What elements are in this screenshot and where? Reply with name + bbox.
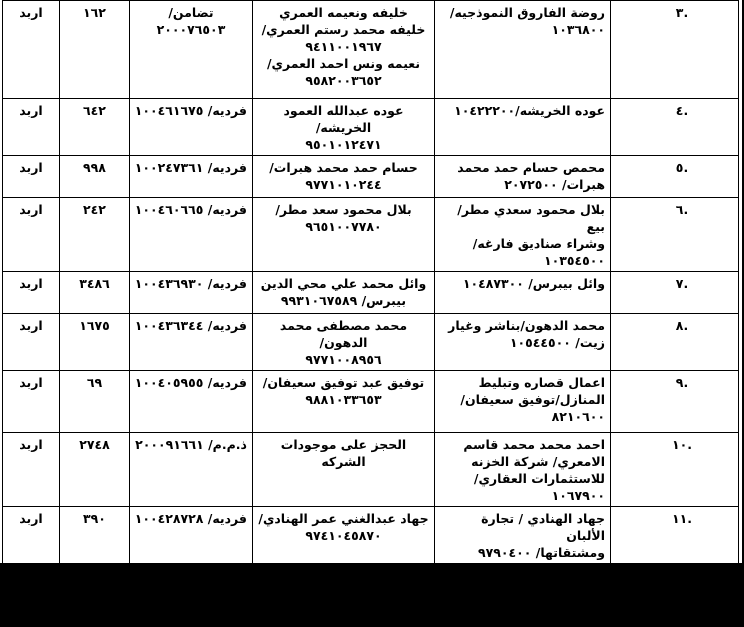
registration-number-line: ٢٠٠٠٧٦٥٠٣	[156, 22, 226, 37]
owner-name-line: نعيمه ونس احمد العمري/	[266, 56, 421, 71]
owner-name-line: ٩٦٩١٠٠٨٠٤١	[305, 602, 382, 617]
establishment-name-line: ٨٢١٠٦٠٠	[551, 409, 605, 424]
establishment-name-line: جهاد الهنادي / تجارة الألبان	[481, 511, 605, 543]
establishment-name-line: ومشتقاتها/ ٩٧٩٠٤٠٠	[478, 545, 605, 560]
establishment-name	[435, 1, 611, 99]
establishment-name-line: محمص حسام حمد محمد	[457, 160, 605, 175]
registration-number-line: تضامن/	[168, 5, 214, 20]
row-number: .١٢	[611, 564, 739, 627]
registration-number-line: فرديه/ ١٠٠٤٠٥٩٥٥	[134, 375, 247, 390]
owner-name-line: ٩٨٨١٠٣٣٦٥٣	[305, 392, 382, 407]
amount-value: ٦٩	[60, 371, 130, 433]
owner-name-line: الحجز على موجودات الشركه	[280, 437, 407, 469]
amount-value: ٢٧٤٨	[60, 433, 130, 507]
establishment-name-line: ١٠٣٦٨٠٠	[551, 22, 605, 37]
owner-name	[253, 314, 435, 371]
registration-number	[130, 371, 253, 433]
amount-value: ١٦٢	[60, 1, 130, 99]
owner-name-line: ٩٥٨٢٠٠٣٦٥٢	[305, 73, 382, 88]
amount-value: ٤٤	[60, 564, 130, 627]
registration-number	[130, 99, 253, 156]
owner-name	[253, 433, 435, 507]
owner-name-line: محمد مصطفى محمد الدهون/	[279, 318, 408, 350]
registration-number-line: فرديه/ ١٠٠٤٣٦٣٤٤	[134, 318, 247, 333]
establishment-name-line: وائل بيبرس/ ١٠٤٨٧٣٠٠	[462, 276, 605, 291]
owner-name	[253, 156, 435, 198]
establishment-name	[435, 272, 611, 314]
table-row	[3, 564, 739, 627]
owner-name	[253, 371, 435, 433]
owner-name	[253, 564, 435, 627]
establishment-name-line: روضة الفاروق النموذجيه/	[449, 5, 605, 20]
owner-name-line: عصام محمد عيسى المحتسب/	[286, 568, 401, 600]
owner-name-line: ٩٧٧١٠١٠٢٤٤	[305, 177, 382, 192]
table-row	[3, 507, 739, 564]
registration-number-line: ذ.م.م/ ٢٠٠٠٩١٦٦١	[135, 437, 247, 452]
table-row	[3, 198, 739, 272]
city-name: اربد	[3, 314, 60, 371]
registration-number	[130, 564, 253, 627]
owner-name-line: ٩٥٠١٠١٢٤٧١	[305, 137, 382, 152]
registration-number-line: فرديه/ ١٠٠٤٣٦٩٣٠	[134, 276, 247, 291]
registration-number-line: فرديه/ ١٠٠٢٤٧٣٦١	[134, 160, 247, 175]
row-number: .٨	[611, 314, 739, 371]
registration-number-line: فرديه/ ١٠٠٤٢٨٧٢٨	[134, 511, 247, 526]
establishment-name	[435, 433, 611, 507]
amount-value: ٢٤٢	[60, 198, 130, 272]
amount-value: ٣٤٨٦	[60, 272, 130, 314]
row-number: .٥	[611, 156, 739, 198]
owner-name-line: ٩٧٧١٠٠٨٩٥٦	[305, 352, 382, 367]
owner-name-line: وائل محمد علي محي الدين	[260, 276, 427, 291]
establishment-name	[435, 156, 611, 198]
establishment-name	[435, 314, 611, 371]
city-name: اربد	[3, 99, 60, 156]
table-row	[3, 433, 739, 507]
row-number: .٣	[611, 1, 739, 99]
city-name: اربد	[3, 198, 60, 272]
city-name: اربد	[3, 507, 60, 564]
owner-name-line: بيبرس/ ٩٩٣١٠٦٧٥٨٩	[280, 293, 407, 308]
amount-value: ٩٩٨	[60, 156, 130, 198]
table-row	[3, 99, 739, 156]
establishment-name-line: زيت/ ١٠٥٤٤٥٠٠	[509, 335, 605, 350]
establishment-name-line: وشراء صناديق فارغه/	[472, 236, 605, 251]
establishment-name-line: هبرات/ ٢٠٧٢٥٠٠	[504, 177, 605, 192]
establishment-name	[435, 99, 611, 156]
establishment-name	[435, 198, 611, 272]
establishment-name-line: للاستثمارات العقاري/ ١٠٦٧٩٠٠	[473, 471, 605, 503]
registration-number-line: فرديه/ ١٠٠٢٨٥٠٤٠	[134, 568, 247, 583]
registration-number	[130, 433, 253, 507]
establishment-name-line: الامعري/ شركة الخزنه	[471, 454, 605, 469]
registration-number	[130, 507, 253, 564]
table-row	[3, 314, 739, 371]
establishment-name	[435, 371, 611, 433]
owner-name-line: توفيق عبد توفيق سعيفان/	[262, 375, 425, 390]
city-name: اربد	[3, 156, 60, 198]
owner-name-line: عوده عبدالله العمود الخريشه/	[283, 103, 404, 135]
owner-name	[253, 1, 435, 99]
registration-number	[130, 198, 253, 272]
owner-name-line: ٩٤١١٠٠١٩٦٧	[305, 39, 382, 54]
owner-name-line: جهاد عبدالغني عمر الهنادي/	[258, 511, 429, 526]
owner-name-line: خليفه محمد رستم العمري/	[261, 22, 426, 37]
registration-number	[130, 156, 253, 198]
establishment-name-line: احمد محمد محمد قاسم	[463, 437, 605, 452]
table-row	[3, 1, 739, 99]
city-name: اربد	[3, 564, 60, 627]
amount-value: ١٦٧٥	[60, 314, 130, 371]
registration-number	[130, 314, 253, 371]
establishment-name	[435, 564, 611, 627]
row-number: .٤	[611, 99, 739, 156]
establishment-name-line: محمد الدهون/بناشر وغيار	[448, 318, 605, 333]
owner-name	[253, 99, 435, 156]
establishment-name	[435, 507, 611, 564]
establishment-name-line: محمد المحتسب/ تجارة	[468, 568, 605, 583]
owner-name-line: خليفه ونعيمه العمري	[279, 5, 408, 20]
table-body	[3, 1, 739, 627]
registration-number-line: فرديه/ ١٠٠٤٦١٦٧٥	[134, 103, 247, 118]
establishment-name-line: ٨٠٠٢١٠٠	[551, 602, 605, 617]
records-table	[2, 0, 739, 627]
city-name: اربد	[3, 371, 60, 433]
establishment-name-line: ١٠٣٥٤٥٠٠	[543, 253, 605, 268]
establishment-name-line: التجزئيه في الاكسوارات/	[452, 585, 605, 600]
establishment-name-line: المنازل/توفيق سعيفان/	[460, 392, 605, 407]
row-number: .٧	[611, 272, 739, 314]
city-name: اربد	[3, 272, 60, 314]
row-number: .٦	[611, 198, 739, 272]
owner-name-line: بلال محمود سعد مطر/	[275, 202, 412, 217]
owner-name	[253, 507, 435, 564]
row-number: .١١	[611, 507, 739, 564]
row-number: .٩	[611, 371, 739, 433]
owner-name-line: ٩٧٤١٠٤٥٨٧٠	[305, 528, 382, 543]
establishment-name-line: اعمال قصاره وتبليط	[478, 375, 605, 390]
city-name: اربد	[3, 433, 60, 507]
owner-name-line: حسام حمد محمد هبرات/	[269, 160, 418, 175]
establishment-name-line: بلال محمود سعدي مطر/بيع	[457, 202, 605, 234]
registration-number	[130, 272, 253, 314]
owner-name-line: ٩٦٥١٠٠٧٧٨٠	[305, 219, 382, 234]
row-number: .١٠	[611, 433, 739, 507]
registration-number	[130, 1, 253, 99]
amount-value: ٣٩٠	[60, 507, 130, 564]
establishment-name-line: عوده الخريشه/١٠٤٢٢٢٠٠	[454, 103, 605, 118]
owner-name	[253, 272, 435, 314]
table-row	[3, 156, 739, 198]
registration-number-line: فرديه/ ١٠٠٤٦٠٦٦٥	[134, 202, 247, 217]
amount-value: ٦٤٢	[60, 99, 130, 156]
table-row	[3, 272, 739, 314]
city-name: اربد	[3, 1, 60, 99]
owner-name	[253, 198, 435, 272]
table-row	[3, 371, 739, 433]
